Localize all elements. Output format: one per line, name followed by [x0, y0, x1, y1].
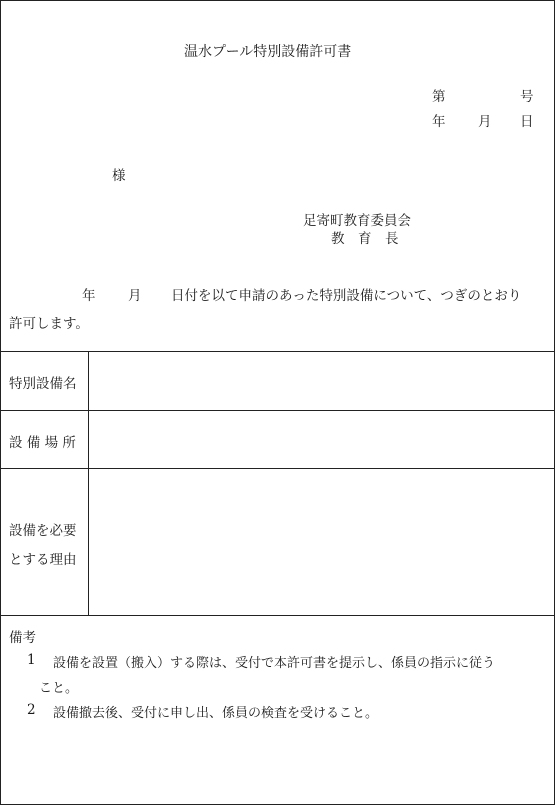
- table-row2-border: [1, 468, 554, 469]
- issuer-organization: 足寄町教育委員会: [303, 213, 411, 229]
- remarks-item1-line1: 設備を設置（搬入）する際は、受付で本許可書を提示し、係員の指示に従う: [53, 656, 496, 671]
- number-label-go: 号: [520, 89, 534, 105]
- document-title: 温水プール特別設備許可書: [184, 44, 352, 60]
- row-label-reason-line1: 設備を必要: [9, 523, 77, 539]
- remarks-item1-line2: こと。: [39, 681, 79, 696]
- number-label-dai: 第: [432, 89, 446, 105]
- row-label-reason-line2: とする理由: [9, 552, 77, 568]
- table-row1-border: [1, 410, 554, 411]
- issuer-title: 教 育 長: [331, 231, 399, 247]
- remarks-heading: 備考: [9, 630, 36, 646]
- table-bottom-border: [1, 615, 554, 616]
- date-month-label: 月: [478, 114, 492, 130]
- table-column-divider: [88, 351, 89, 615]
- remarks-item2-number: 2: [27, 702, 36, 718]
- body-text-line1: 日付を以て申請のあった特別設備について、つぎのとおり: [171, 288, 522, 304]
- body-year-label: 年: [82, 288, 96, 304]
- row-value-equipment-name[interactable]: [95, 357, 547, 405]
- date-day-label: 日: [520, 114, 534, 130]
- row-label-installation-location: 設 備 場 所: [9, 435, 76, 451]
- table-top-border: [1, 351, 554, 352]
- row-label-equipment-name: 特別設備名: [9, 376, 77, 392]
- row-value-reason[interactable]: [95, 474, 547, 610]
- body-month-label: 月: [128, 288, 142, 304]
- body-text-line2: 許可します。: [9, 316, 89, 332]
- remarks-item1-number: 1: [27, 652, 36, 668]
- remarks-item2-text: 設備撤去後、受付に申し出、係員の検査を受けること。: [53, 706, 379, 721]
- row-value-installation-location[interactable]: [95, 416, 547, 463]
- date-year-label: 年: [432, 114, 446, 130]
- addressee-suffix: 様: [112, 168, 126, 184]
